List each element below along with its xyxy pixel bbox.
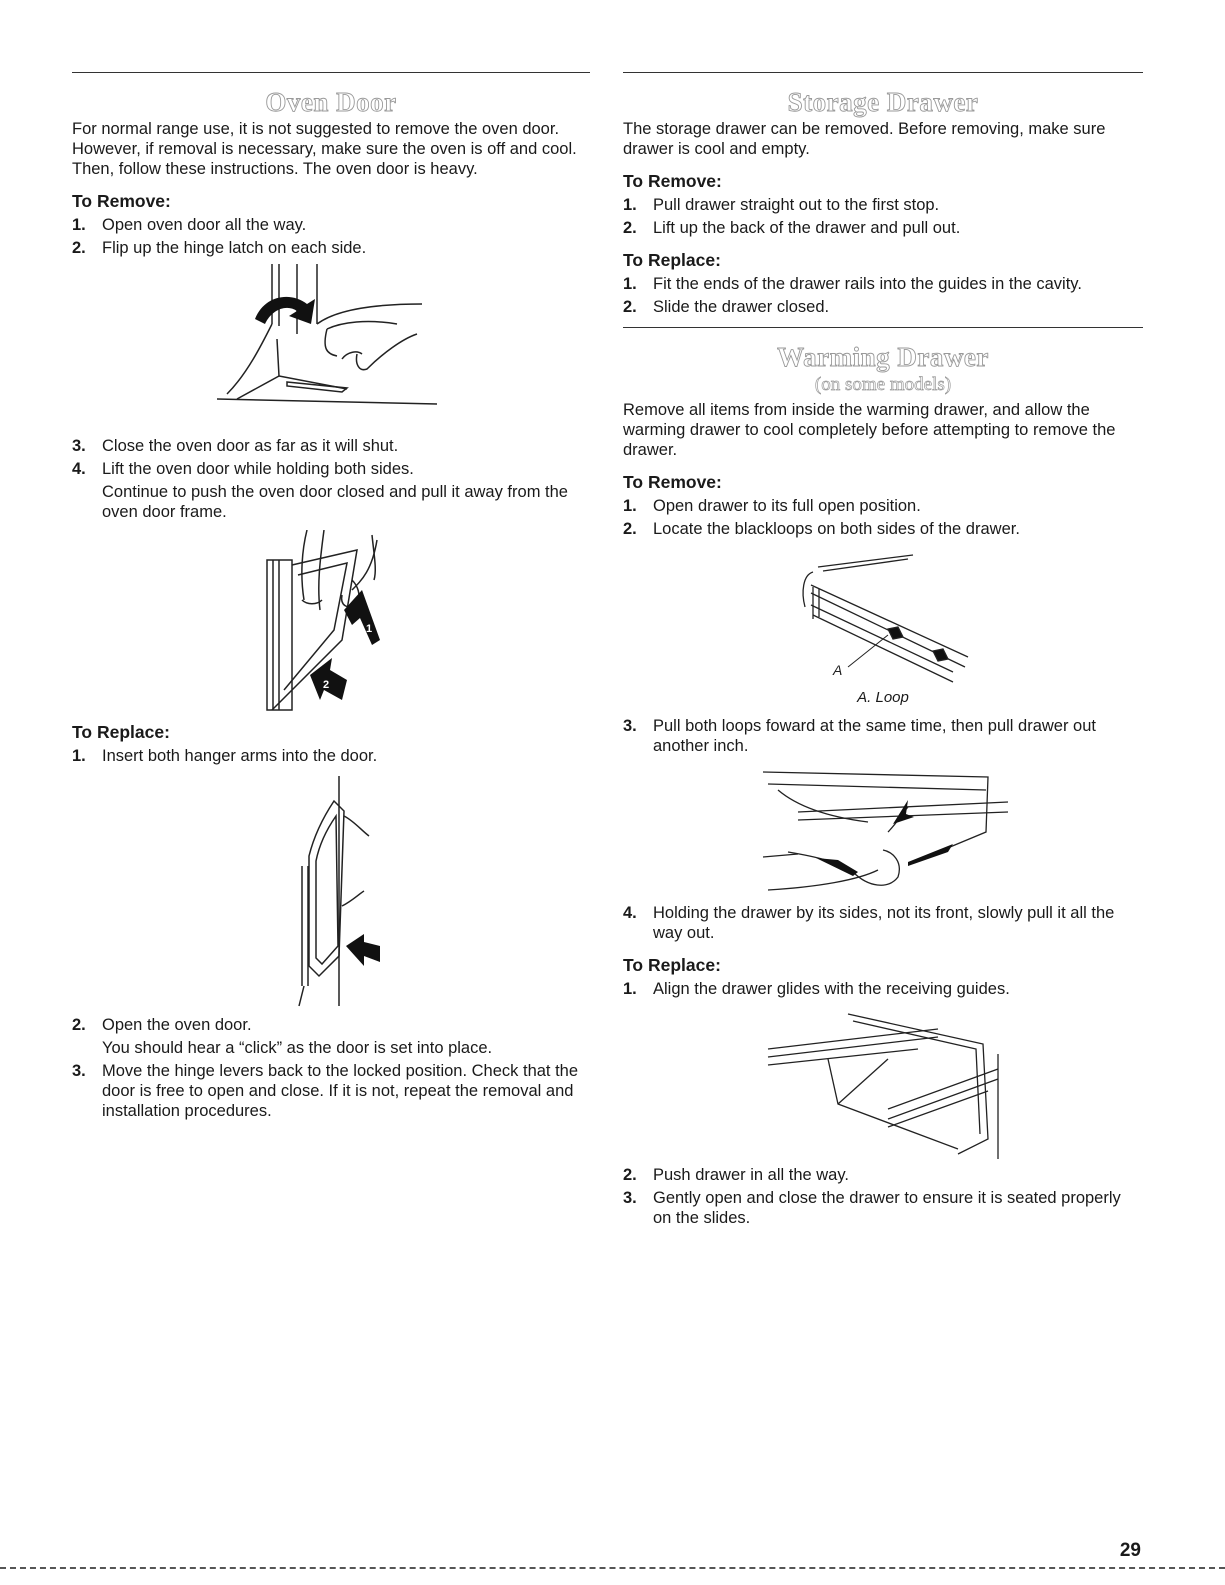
footer-rule — [0, 1567, 1225, 1569]
step-item — [623, 519, 1143, 539]
step-text: Locate the blackloops on both sides of the drawer. — [653, 520, 1020, 538]
step-item — [623, 903, 1143, 943]
step-text: Align the drawer glides with the receiving guides. — [653, 980, 1010, 998]
step-item — [623, 274, 1143, 294]
hinge-latch-illustration — [217, 264, 457, 424]
step-text: Open drawer to its full open position. — [653, 497, 921, 515]
step-number: 2. — [623, 219, 637, 237]
arrow-label: 2 — [323, 679, 330, 691]
step-number: 1. — [623, 196, 637, 214]
step-item — [623, 1165, 1143, 1185]
step-text: Lift the oven door while holding both sides. — [102, 460, 414, 478]
section-title: Storage Drawer — [787, 87, 979, 117]
step-text: Insert both hanger arms into the door. — [102, 747, 378, 765]
step-number: 2. — [623, 1166, 637, 1184]
arrow-label: 1 — [366, 623, 373, 635]
step-text: Close the oven door as far as it will shut. — [102, 437, 399, 455]
oven-door-section — [72, 72, 590, 1121]
step-item — [72, 436, 590, 456]
step-item — [72, 1015, 590, 1035]
step-item — [623, 979, 1143, 999]
step-number: 3. — [72, 1062, 86, 1080]
step-number: 1. — [623, 980, 637, 998]
section-intro: Remove all items from inside the warming drawer, and allow the warming drawer to cool completely before attempting to remove the drawer. — [623, 401, 1116, 459]
step-number: 3. — [623, 1189, 637, 1207]
step-number: 1. — [72, 747, 86, 765]
step-note: Continue to push the oven door closed and pull it away from the oven door frame. — [102, 483, 568, 521]
warming-drawer-section — [623, 327, 1143, 1228]
step-text: Holding the drawer by its sides, not its front, slowly pull it all the way out. — [653, 904, 1115, 942]
step-text: Pull drawer straight out to the first stop. — [653, 196, 940, 214]
drawers-column — [623, 72, 1143, 1228]
step-item — [72, 746, 590, 766]
door-lift-illustration — [262, 530, 402, 720]
section-intro: The storage drawer can be removed. Before removing, make sure drawer is cool and empty. — [623, 120, 1106, 158]
step-item — [72, 238, 590, 258]
section-rule — [623, 72, 1143, 73]
section-title: Oven Door — [265, 87, 397, 117]
step-list — [623, 1165, 1143, 1228]
step-number: 2. — [623, 520, 637, 538]
step-number: 4. — [623, 904, 637, 922]
step-text: Move the hinge levers back to the locked position. Check that the door is free to open and close. If it is not, repeat the removal and installation procedures. — [102, 1062, 579, 1120]
storage-drawer-section — [623, 72, 1143, 317]
remove-heading: To Remove: — [623, 472, 722, 492]
step-number: 2. — [72, 1016, 86, 1034]
step-item — [72, 459, 590, 479]
step-list — [72, 436, 590, 479]
step-number: 1. — [623, 497, 637, 515]
replace-heading: To Replace: — [72, 722, 170, 742]
figure-label: A — [833, 662, 843, 678]
remove-heading: To Remove: — [623, 171, 722, 191]
step-item — [623, 195, 1143, 215]
step-item — [623, 218, 1143, 238]
step-text: Push drawer in all the way. — [653, 1166, 849, 1184]
step-number: 1. — [72, 216, 86, 234]
step-number: 3. — [623, 717, 637, 735]
step-text: Open the oven door. — [102, 1016, 252, 1034]
step-number: 2. — [623, 298, 637, 316]
drawer-loop-illustration — [793, 547, 973, 687]
step-item — [623, 1188, 1143, 1228]
step-text: Open oven door all the way. — [102, 216, 307, 234]
step-item — [623, 297, 1143, 317]
drawer-glides-illustration — [758, 1009, 1008, 1159]
step-number: 3. — [72, 437, 86, 455]
section-title: Warming Drawer — [777, 342, 989, 372]
hanger-arms-illustration — [284, 776, 384, 1011]
step-item — [72, 215, 590, 235]
page-number: 29 — [1119, 1540, 1141, 1561]
section-intro: For normal range use, it is not suggested to remove the oven door. However, if removal is necessary, make sure the oven is off and cool. Then, follow these instructions. The oven door is heavy. — [72, 120, 577, 178]
step-number: 4. — [72, 460, 86, 478]
replace-heading: To Replace: — [623, 955, 721, 975]
step-list — [72, 1015, 590, 1121]
section-rule — [72, 72, 590, 73]
section-subtitle: (on some models) — [814, 374, 952, 395]
step-number: 1. — [623, 275, 637, 293]
step-item — [623, 496, 1143, 516]
figure-caption: A. Loop — [857, 689, 909, 706]
step-text: Pull both loops foward at the same time, then pull drawer out another inch. — [653, 717, 1096, 755]
step-item — [72, 1061, 590, 1121]
step-text: Slide the drawer closed. — [653, 298, 830, 316]
step-note: You should hear a “click” as the door is set into place. — [102, 1039, 493, 1057]
pull-loops-illustration — [758, 762, 1008, 897]
step-text: Gently open and close the drawer to ensure it is seated properly on the slides. — [653, 1189, 1121, 1227]
remove-heading: To Remove: — [72, 191, 171, 211]
step-text: Fit the ends of the drawer rails into the guides in the cavity. — [653, 275, 1082, 293]
step-text: Lift up the back of the drawer and pull out. — [653, 219, 961, 237]
replace-heading: To Replace: — [623, 250, 721, 270]
step-list — [72, 215, 590, 258]
step-text: Flip up the hinge latch on each side. — [102, 239, 367, 257]
step-number: 2. — [72, 239, 86, 257]
step-item — [623, 716, 1143, 756]
section-rule — [623, 327, 1143, 328]
